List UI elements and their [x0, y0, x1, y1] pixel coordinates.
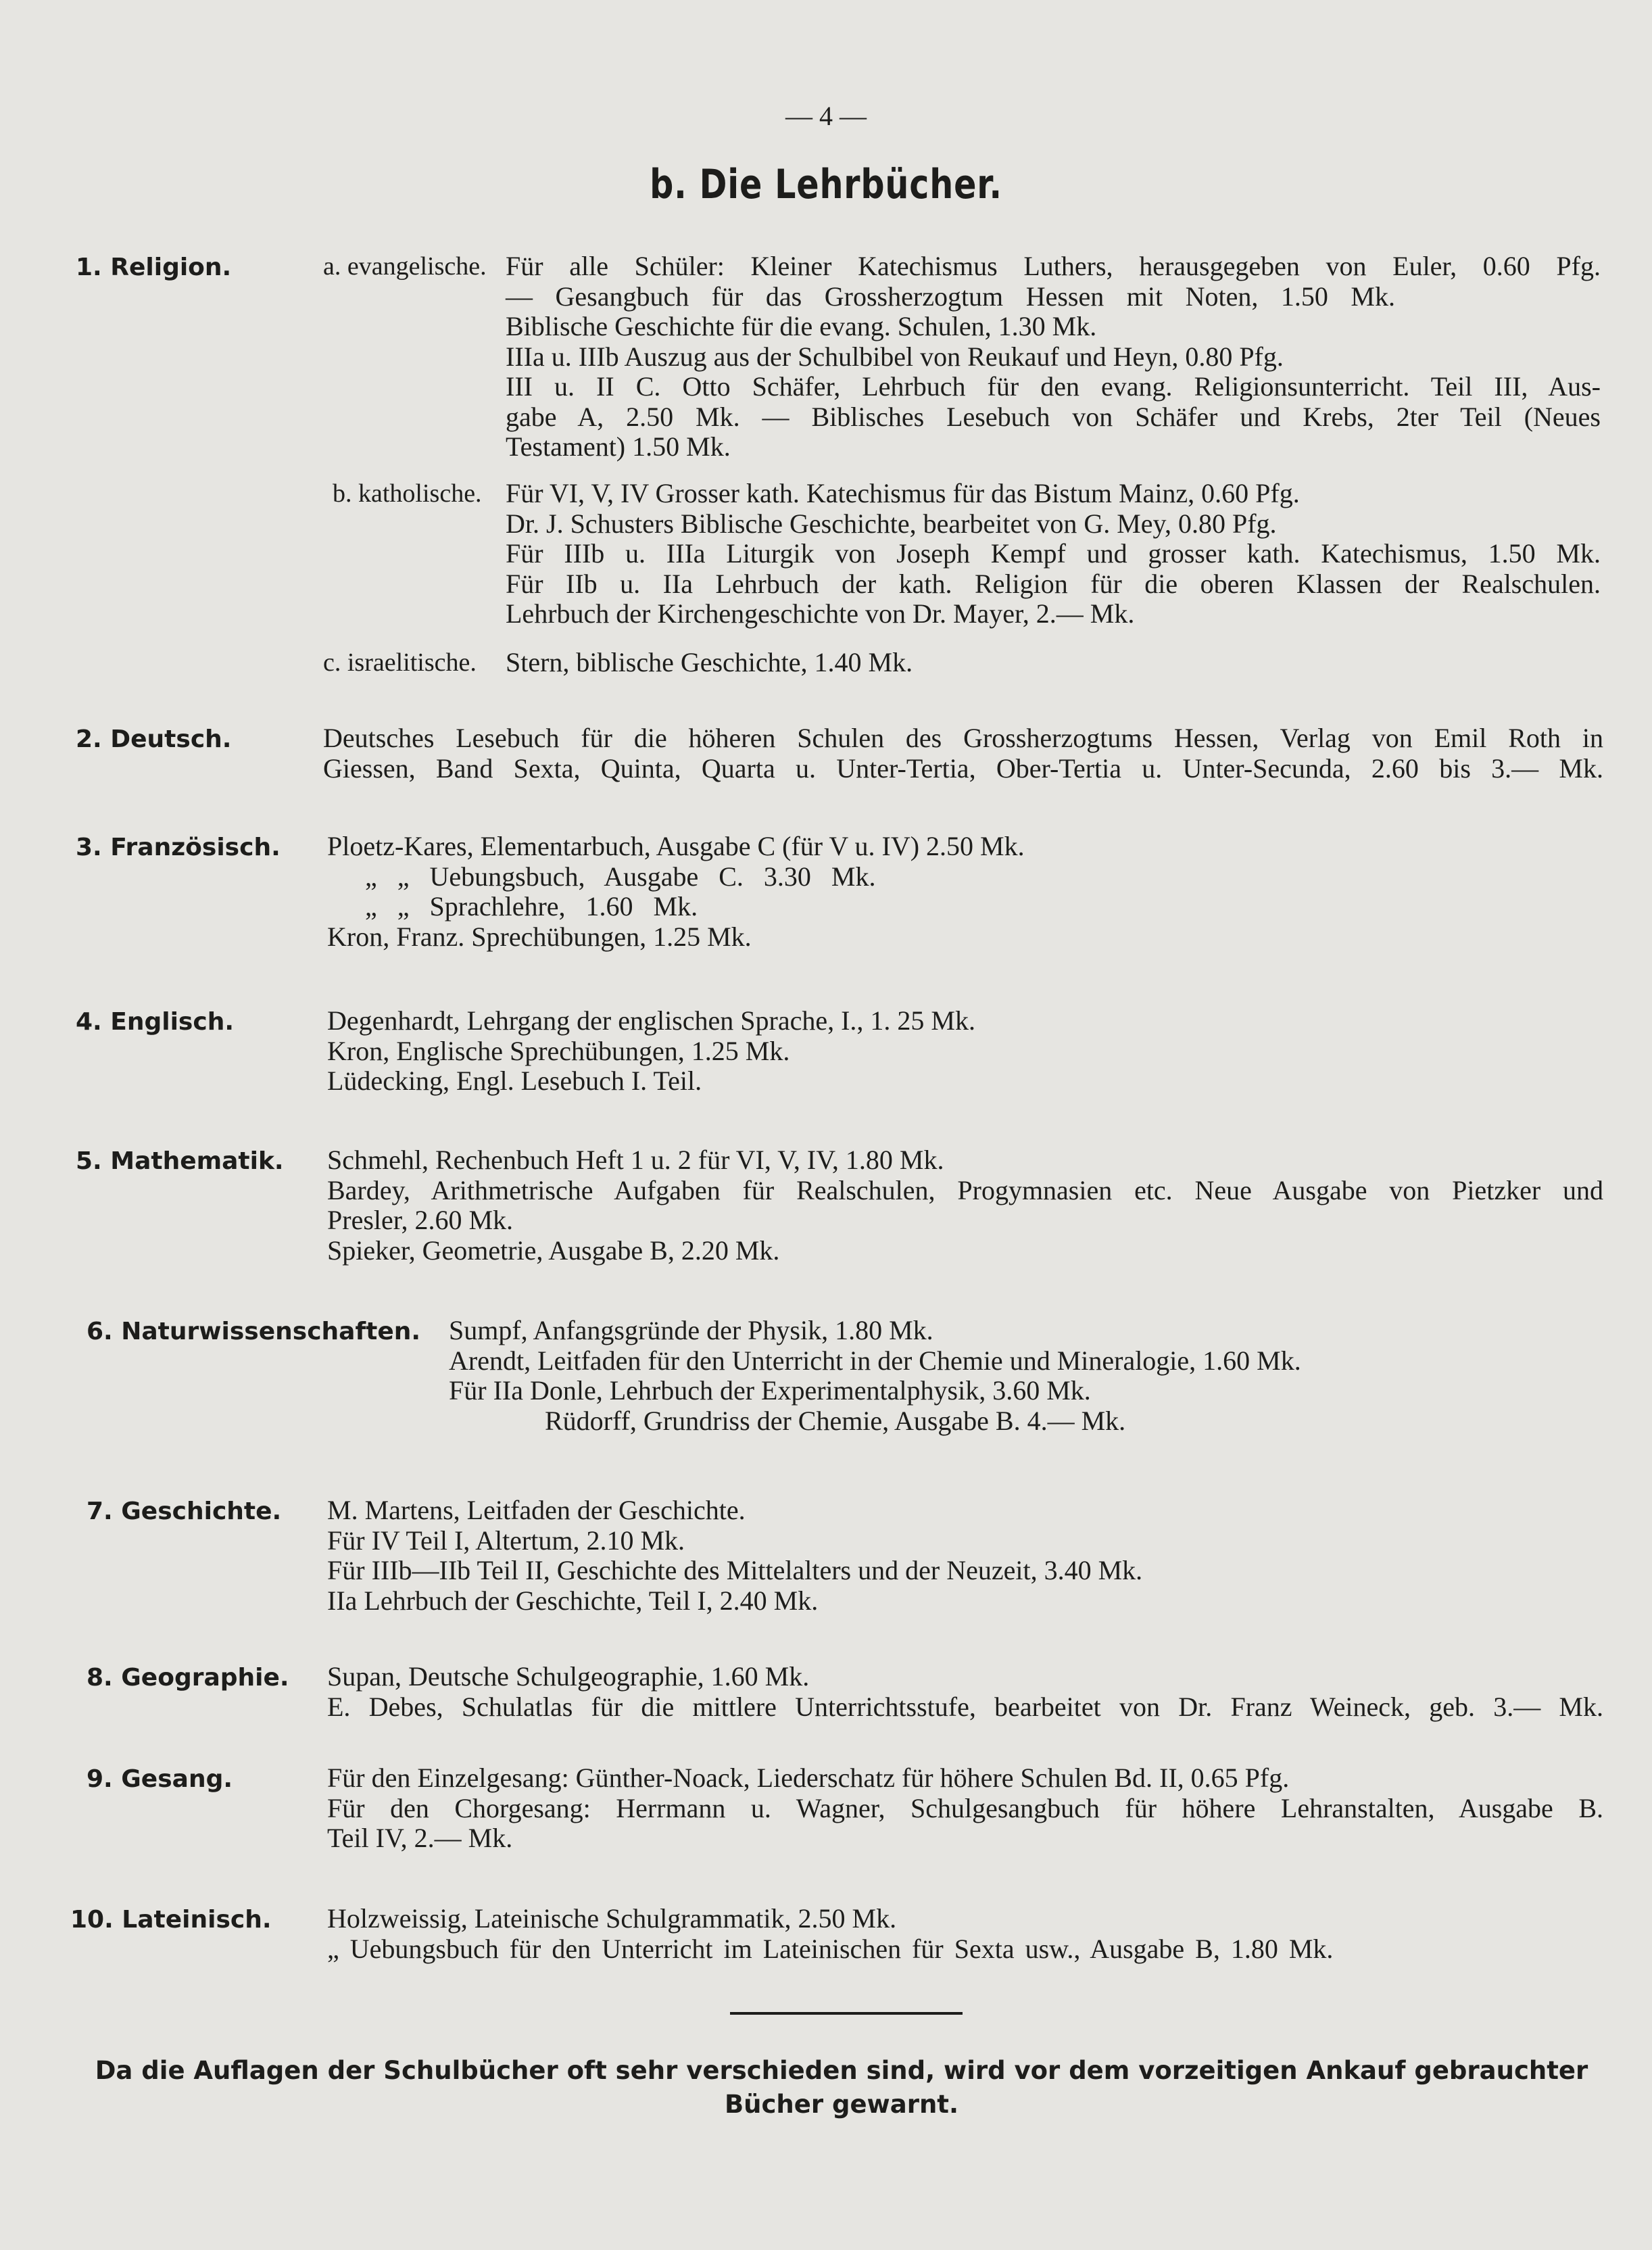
subsection-text [506, 648, 1601, 678]
text-line: Kron, Englische Sprechübungen, 1.25 Mk. [327, 1035, 790, 1066]
subsection-label: a. evangelische. [323, 252, 487, 281]
text-line: Sumpf, Anfangsgründe der Physik, 1.80 Mk. [449, 1315, 933, 1345]
section-label: 3. Französisch. [76, 834, 281, 861]
section-text [327, 1904, 1603, 1964]
text-line: M. Martens, Leitfaden der Geschichte. [327, 1495, 746, 1525]
section-text [449, 1316, 1463, 1436]
text-line: Für IIb u. IIa Lehrbuch der kath. Religion für die oberen Klassen der Realschulen. [506, 568, 1601, 599]
section-label: 4. Englisch. [76, 1008, 234, 1036]
text-line: gabe A, 2.50 Mk. — Biblisches Lesebuch von Schäfer und Krebs, 2ter Teil (Neues [506, 401, 1601, 432]
text-line: „ „ Uebungsbuch, Ausgabe C. 3.30 Mk. [365, 861, 876, 892]
text-line: III u. II C. Otto Schäfer, Lehrbuch für den evang. Religionsunterricht. Teil III, Aus- [506, 371, 1601, 402]
text-line: Für IIIb—IIb Teil II, Geschichte des Mittelalters und der Neuzeit, 3.40 Mk. [327, 1555, 1143, 1585]
section-label: 5. Mathematik. [76, 1147, 284, 1175]
text-line: Für den Chorgesang: Herrmann u. Wagner, Schulgesangbuch für höhere Lehranstalten, Ausgabe B. [327, 1792, 1603, 1823]
text-line: Für IIa Donle, Lehrbuch der Experimentalphysik, 3.60 Mk. [449, 1375, 1091, 1406]
section-text [327, 1495, 1476, 1616]
section-text [323, 723, 1603, 784]
text-line: Dr. J. Schusters Biblische Geschichte, bearbeitet von G. Mey, 0.80 Pfg. [506, 508, 1277, 539]
text-line: Bardey, Arithmetrische Aufgaben für Realschulen, Progymnasien etc. Neue Ausgabe von Pietzker und [327, 1174, 1603, 1205]
section-text [327, 1145, 1603, 1266]
text-line: Degenhardt, Lehrgang der englischen Sprache, I., 1. 25 Mk. [327, 1005, 975, 1036]
text-line: „ Uebungsbuch für den Unterricht im Lateinischen für Sexta usw., Ausgabe B, 1.80 Mk. [327, 1933, 1334, 1964]
subsection-text [506, 252, 1601, 462]
text-line: Supan, Deutsche Schulgeographie, 1.60 Mk. [327, 1661, 810, 1692]
text-line: „ „ Sprachlehre, 1.60 Mk. [365, 891, 698, 921]
subsection-text [506, 479, 1601, 629]
text-line: Lehrbuch der Kirchengeschichte von Dr. Mayer, 2.— Mk. [506, 598, 1135, 629]
text-line: Deutsches Lesebuch für die höheren Schulen des Grossherzogtums Hessen, Verlag von Emil Roth in [323, 723, 1603, 753]
text-line: IIa Lehrbuch der Geschichte, Teil I, 2.40 Mk. [327, 1585, 819, 1616]
section-text [327, 832, 1206, 952]
text-line: Lüdecking, Engl. Lesebuch I. Teil. [327, 1066, 702, 1096]
warning-notice [74, 2054, 1609, 2122]
section-text [327, 1006, 1206, 1097]
section-text [327, 1763, 1603, 1854]
text-line: Biblische Geschichte für die evang. Schulen, 1.30 Mk. [506, 311, 1097, 341]
subsection-label: c. israelitische. [323, 648, 477, 677]
text-line: Für VI, V, IV Grosser kath. Katechismus für das Bistum Mainz, 0.60 Pfg. [506, 478, 1300, 508]
text-line: Presler, 2.60 Mk. [327, 1205, 514, 1235]
section-label: 8. Geographie. [87, 1664, 289, 1692]
text-line: Stern, biblische Geschichte, 1.40 Mk. [506, 647, 913, 677]
text-line: IIIa u. IIIb Auszug aus der Schulbibel von Reukauf und Heyn, 0.80 Pfg. [506, 341, 1284, 372]
section-label: 2. Deutsch. [76, 725, 232, 753]
text-line: Für IIIb u. IIIa Liturgik von Joseph Kempf und grosser kath. Katechismus, 1.50 Mk. [506, 538, 1601, 569]
notice-line: Bücher gewarnt. [724, 2090, 959, 2119]
text-line: Für IV Teil I, Altertum, 2.10 Mk. [327, 1525, 685, 1556]
text-line: Spieker, Geometrie, Ausgabe B, 2.20 Mk. [327, 1235, 780, 1266]
text-line: Teil IV, 2.— Mk. [327, 1823, 513, 1853]
section-text [327, 1662, 1603, 1722]
section-label: 10. Lateinisch. [70, 1906, 272, 1934]
page-title: b. Die Lehrbücher. [650, 161, 1002, 208]
text-line: Ploetz-Kares, Elementarbuch, Ausgabe C (für V u. IV) 2.50 Mk. [327, 831, 1025, 861]
section-label: 7. Geschichte. [87, 1498, 282, 1525]
text-line: Testament) 1.50 Mk. [506, 431, 731, 462]
text-line: — Gesangbuch für das Grossherzogtum Hessen mit Noten, 1.50 Mk. [506, 281, 1395, 312]
subsection-label: b. katholische. [333, 479, 482, 508]
section-label: 9. Gesang. [87, 1765, 233, 1793]
text-line: Für den Einzelgesang: Günther-Noack, Liederschatz für höhere Schulen Bd. II, 0.65 Pfg. [327, 1763, 1290, 1793]
text-line: E. Debes, Schulatlas für die mittlere Unterrichtsstufe, bearbeitet von Dr. Franz Weineck, geb. 3.— Mk. [327, 1691, 1603, 1722]
text-line: Arendt, Leitfaden für den Unterricht in der Chemie und Mineralogie, 1.60 Mk. [449, 1345, 1301, 1376]
text-line: Giessen, Band Sexta, Quinta, Quarta u. Unter-Tertia, Ober-Tertia u. Unter-Secunda, 2.60 bis 3.— Mk. [323, 752, 1603, 784]
section-label: 1. Religion. [76, 254, 232, 281]
divider-rule [730, 2012, 963, 2015]
text-line: Holzweissig, Lateinische Schulgrammatik, 2.50 Mk. [327, 1903, 897, 1934]
notice-line: Da die Auflagen der Schulbücher oft sehr verschieden sind, wird vor dem vorzeitigen Ankauf gebrauchter [95, 2056, 1588, 2085]
text-line: Kron, Franz. Sprechübungen, 1.25 Mk. [327, 921, 752, 952]
page-number: — 4 — [785, 101, 867, 131]
text-line: Rüdorff, Grundriss der Chemie, Ausgabe B. 4.— Mk. [545, 1405, 1126, 1436]
text-line: Für alle Schüler: Kleiner Katechismus Luthers, herausgegeben von Euler, 0.60 Pfg. [506, 251, 1601, 281]
text-line: Schmehl, Rechenbuch Heft 1 u. 2 für VI, V, IV, 1.80 Mk. [327, 1145, 944, 1175]
section-label: 6. Naturwissenschaften. [87, 1318, 421, 1345]
